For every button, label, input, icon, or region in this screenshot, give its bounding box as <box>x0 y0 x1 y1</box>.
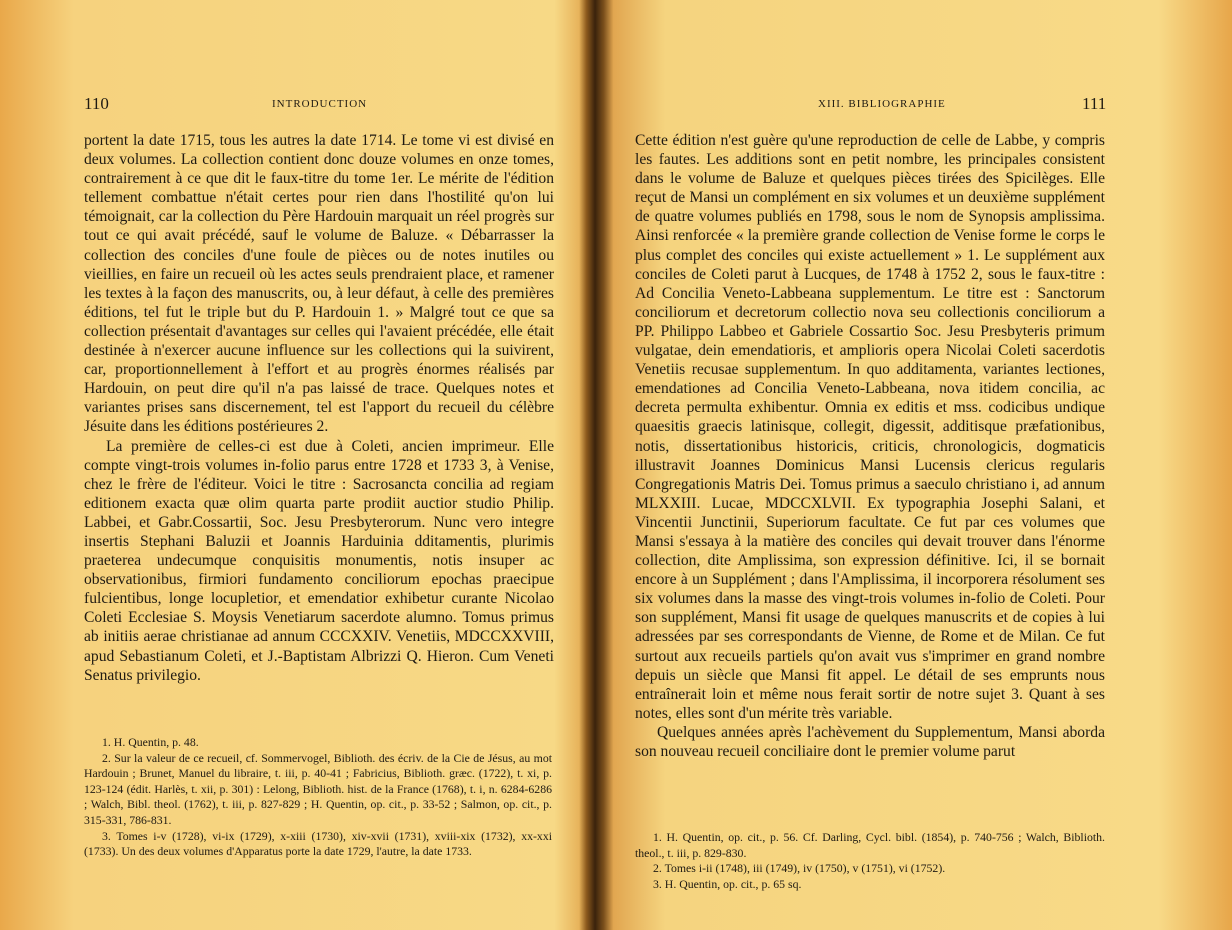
left-page <box>0 0 590 930</box>
footnote: 2. Sur la valeur de ce recueil, cf. Sommervogel, Biblioth. des écriv. de la Cie de Jésus, au mot Hardouin ; Brunet, Manuel du libraire, t. iii, p. 40-41 ; Fabricius, Biblioth. græc. (1722), t. xi, p. 123-124 (édit. Harlès, t. xii, p. 301) : Lelong, Biblioth. hist. de la France (1768), t. i, n. 6284-6286 ; Walch, Bibl. theol. (1762), t. iii, p. 827-829 ; H. Quentin, op. cit., p. 33-52 ; Salmon, op. cit., p. 315-331, 786-831. <box>84 750 552 827</box>
paragraph: La première de celles-ci est due à Coleti, ancien imprimeur. Elle compte vingt-trois volumes in-folio parus entre 1728 et 1733 3, à Venise, chez le frère de l'éditeur. Voici le titre : Sacrosancta concilia ad regiam editionem exacta quæ olim quarta parte prodiit auctior studio Philip. Labbei, et Gabr.Cossartii, Soc. Jesu Presbyterorum. Nunc vero integre insertis Stephani Baluzii et Joannis Harduinia dditamentis, plurimis praeterea undecumque conquisitis monumentis, notis insuper ac observationibus, firmiori fundamento conciliorum epochas praecipue fulcientibus, longe locupletior, et emendatior exhibetur curante Nicolao Coleti Ecclesiae S. Moysis Venetiarum sacerdote alumno. Tomus primus ab initiis aerae christianae ad annum CCCXXIV. Venetiis, MDCCXXVIII, apud Sebastianum Coleti, et J.-Baptistam Albrizzi Q. Hieron. Cum Veneti Senatus privilegio. <box>84 437 554 684</box>
right-page <box>600 0 1232 930</box>
paragraph: portent la date 1715, tous les autres la date 1714. Le tome vi est divisé en deux volumes. La collection contient donc douze volumes en onze tomes, contrairement à ce que dit le faux-titre du tome 1er. Le mérite de l'édition tellement combattue n'était certes pour rien dans l'hostilité qu'on lui témoignait, car la collection du Père Hardouin marquait un réel progrès sur tout ce qui avait précédé, sauf le volume de Baluze. « Débarrasser la collection des conciles d'une foule de pièces ou de notes inutiles ou vieillies, en faire un recueil où les actes seuls prendraient place, et ramener les textes à la façon des manuscrits, ou, à leur défaut, à celle des premières éditions, tel fut le triple but du P. Hardouin 1. » Malgré tout ce que sa collection présentait d'avantages sur celles qui l'avaient précédée, elle était destinée à n'exercer aucune influence sur les collections qui la suivirent, car, proportionnellement à l'effort et au progrès énormes réalisés par Hardouin, on peut dire qu'il n'a pas laissé de trace. Quelques notes et variantes prises sans discernement, tel est l'apport du recueil du célèbre Jésuite dans les éditions postérieures 2. <box>84 132 554 436</box>
page-number: 111 <box>1082 94 1107 113</box>
running-head: XIII. BIBLIOGRAPHIE <box>818 98 946 110</box>
footnote: 2. Tomes i-ii (1748), iii (1749), iv (1750), v (1751), vi (1752). <box>653 861 946 876</box>
paragraph: Cette édition n'est guère qu'une reproduction de celle de Labbe, y compris les fautes. Les additions sont en petit nombre, les principales consistent dans le volume de Baluze et quelques pièces tirées des Spicilèges. Elle reçut de Mansi un complément en six volumes et un deuxième supplément de quatre volumes publiés en 1798, sous le nom de Synopsis amplissima. Ainsi renforcée « la première grande collection de Venise forme le corps le plus complet des conciles qui existe actuellement » 1. Le supplément aux conciles de Coleti parut à Lucques, de 1748 à 1752 2, sous le faux-titre : Ad Concilia Veneto-Labbeana supplementum. Le titre est : Sanctorum conciliorum et decretorum collectio nova seu collectionis conciliorum a PP. Philippo Labbeo et Gabriele Cossartio Soc. Jesu Presbyteris primum vulgatae, dein emendatioris, et amplioris opera Nicolai Coleti sacerdotis Venetiis recusae supplementum. In quo additamenta, variantes lectiones, emendationes ad Concilia Veneto-Labbeana, nova itidem concilia, ac decreta permulta exhibentur. Omnia ex editis et mss. codicibus undique quaesitis graecis latinisque, collegit, digessit, additisque præfationibus, notis, dissertationibus historicis, criticis, chronologicis, dogmaticis illustravit Joannes Dominicus Mansi Lucensis clericus regularis Congregationis Matris Dei. Tomus primus a saeculo christiano i, ad annum MLXXIII. Lucae, MDCCXLVII. Ex typographia Josephi Salani, et Vincentii Junctinii, Superiorum facultate. Ce fut par ces volumes que Mansi s'essaya à la matière des conciles qui devait trouver dans l'énorme collection, dite Amplissima, son expression définitive. Ici, il se bornait encore à un Supplément ; dans l'Amplissima, il incorporera résolument ses six volumes dans la masse des vingt-trois volumes in-folio de Coleti. Pour son supplément, Mansi fit usage de quelques manuscrits et de copies à lui adressées par ses correspondants de Vienne, de Rome et de Milan. Ce fut surtout aux recueils partiels qu'on avait vus s'imprimer en grand nombre depuis un siècle que Mansi fit appel. Le détail de ses emprunts nous entraînerait loin et même nous ferait sortir de notre sujet 3. Quant à ses notes, elles sont d'un mérite très variable. <box>635 132 1105 722</box>
left-footnotes <box>84 735 552 860</box>
left-body <box>84 131 554 685</box>
running-head: INTRODUCTION <box>272 98 368 110</box>
right-body <box>635 131 1105 761</box>
paragraph: Quelques années après l'achèvement du Supplementum, Mansi aborda son nouveau recueil conciliaire dont le premier volume parut <box>635 723 1105 760</box>
page-number: 110 <box>84 94 109 113</box>
footnote: 3. Tomes i-v (1728), vi-ix (1729), x-xiii (1730), xiv-xvii (1731), xviii-xix (1732), xx-xxi (1733). Un des deux volumes d'Apparatus porte la date 1729, l'autre, la date 1733. <box>84 828 552 859</box>
footnote: 1. H. Quentin, op. cit., p. 56. Cf. Darling, Cycl. bibl. (1854), p. 740-756 ; Walch, Biblioth. theol., t. iii, p. 829-830. <box>635 830 1105 860</box>
footnote: 1. H. Quentin, p. 48. <box>102 735 199 749</box>
right-footnotes <box>635 830 1105 892</box>
footnote: 3. H. Quentin, op. cit., p. 65 sq. <box>653 876 802 891</box>
